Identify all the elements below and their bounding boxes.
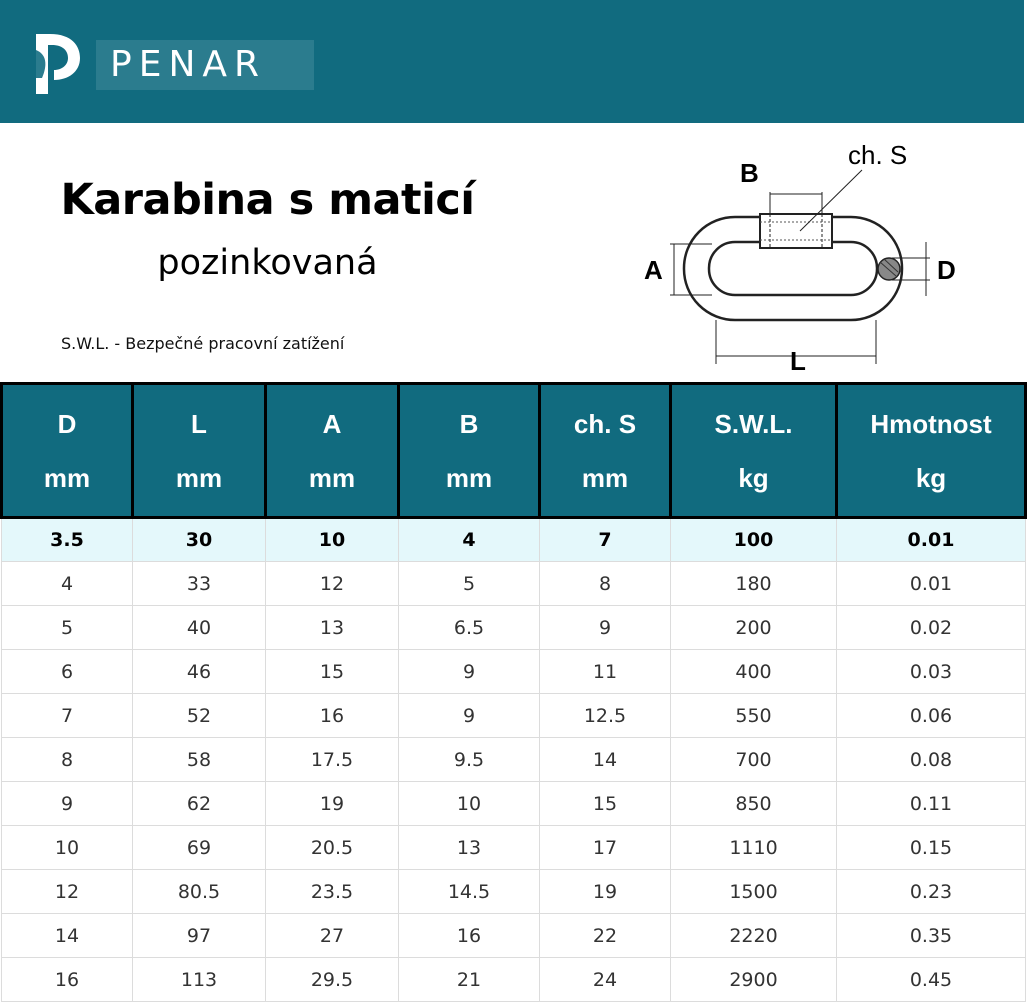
column-header-b: B mm xyxy=(399,384,540,518)
table-cell: 58 xyxy=(133,738,266,782)
label-b: B xyxy=(740,158,759,188)
table-cell: 19 xyxy=(266,782,399,826)
table-row xyxy=(2,738,1026,782)
column-header-l: L mm xyxy=(133,384,266,518)
table-row xyxy=(2,606,1026,650)
table-cell: 12 xyxy=(2,870,133,914)
carabiner-diagram xyxy=(630,130,956,380)
table-cell: 4 xyxy=(399,518,540,562)
table-cell: 17.5 xyxy=(266,738,399,782)
penar-logo-icon xyxy=(32,30,82,98)
table-cell: 23.5 xyxy=(266,870,399,914)
table-cell: 29.5 xyxy=(266,958,399,1002)
table-cell: 80.5 xyxy=(133,870,266,914)
table-cell: 700 xyxy=(671,738,837,782)
label-d: D xyxy=(937,255,956,285)
table-cell: 0.06 xyxy=(837,694,1026,738)
table-cell: 16 xyxy=(2,958,133,1002)
table-cell: 400 xyxy=(671,650,837,694)
table-cell: 10 xyxy=(2,826,133,870)
table-cell: 8 xyxy=(2,738,133,782)
table-cell: 100 xyxy=(671,518,837,562)
table-cell: 40 xyxy=(133,606,266,650)
table-cell: 0.23 xyxy=(837,870,1026,914)
table-cell: 14.5 xyxy=(399,870,540,914)
table-cell: 13 xyxy=(266,606,399,650)
table-cell: 13 xyxy=(399,826,540,870)
table-row xyxy=(2,914,1026,958)
swl-note: S.W.L. - Bezpečné pracovní zatížení xyxy=(61,334,345,353)
table-cell: 550 xyxy=(671,694,837,738)
table-row xyxy=(2,782,1026,826)
table-cell: 15 xyxy=(266,650,399,694)
table-row xyxy=(2,870,1026,914)
table-cell: 46 xyxy=(133,650,266,694)
table-row xyxy=(2,694,1026,738)
table-cell: 6.5 xyxy=(399,606,540,650)
table-cell: 2220 xyxy=(671,914,837,958)
table-row xyxy=(2,650,1026,694)
table-cell: 16 xyxy=(266,694,399,738)
table-cell: 9 xyxy=(540,606,671,650)
table-cell: 30 xyxy=(133,518,266,562)
column-header-d: D mm xyxy=(2,384,133,518)
table-cell: 0.02 xyxy=(837,606,1026,650)
table-cell: 113 xyxy=(133,958,266,1002)
table-cell: 9 xyxy=(399,694,540,738)
table-cell: 21 xyxy=(399,958,540,1002)
column-header-a: A mm xyxy=(266,384,399,518)
table-cell: 0.08 xyxy=(837,738,1026,782)
label-chs: ch. S xyxy=(848,140,908,170)
table-cell: 6 xyxy=(2,650,133,694)
spec-table xyxy=(0,382,1027,1002)
table-cell: 5 xyxy=(399,562,540,606)
table-header-row xyxy=(2,384,1026,518)
table-cell: 0.01 xyxy=(837,518,1026,562)
link-inner xyxy=(709,242,877,295)
table-cell: 20.5 xyxy=(266,826,399,870)
table-cell: 24 xyxy=(540,958,671,1002)
table-cell: 7 xyxy=(540,518,671,562)
table-cell: 5 xyxy=(2,606,133,650)
table-cell: 1110 xyxy=(671,826,837,870)
table-cell: 0.01 xyxy=(837,562,1026,606)
table-row xyxy=(2,562,1026,606)
table-cell: 0.45 xyxy=(837,958,1026,1002)
table-cell: 850 xyxy=(671,782,837,826)
table-cell: 1500 xyxy=(671,870,837,914)
table-cell: 33 xyxy=(133,562,266,606)
table-cell: 200 xyxy=(671,606,837,650)
brand-name: PENAR xyxy=(110,44,267,85)
table-cell: 62 xyxy=(133,782,266,826)
table-cell: 11 xyxy=(540,650,671,694)
table-cell: 17 xyxy=(540,826,671,870)
table-row xyxy=(2,958,1026,1002)
column-header-swl: S.W.L. kg xyxy=(671,384,837,518)
table-body xyxy=(2,518,1026,1002)
table-cell: 27 xyxy=(266,914,399,958)
table-cell: 4 xyxy=(2,562,133,606)
label-l: L xyxy=(790,346,806,376)
table-cell: 10 xyxy=(266,518,399,562)
table-cell: 9 xyxy=(399,650,540,694)
table-cell: 7 xyxy=(2,694,133,738)
table-cell: 97 xyxy=(133,914,266,958)
table-cell: 12.5 xyxy=(540,694,671,738)
table-cell: 22 xyxy=(540,914,671,958)
table-cell: 0.03 xyxy=(837,650,1026,694)
table-cell: 0.11 xyxy=(837,782,1026,826)
table-cell: 9.5 xyxy=(399,738,540,782)
brand-box xyxy=(96,40,314,90)
nut-sleeve xyxy=(760,214,832,248)
table-cell: 19 xyxy=(540,870,671,914)
header-banner xyxy=(0,0,1024,123)
table-cell: 14 xyxy=(540,738,671,782)
table-cell: 10 xyxy=(399,782,540,826)
table-row xyxy=(2,518,1026,562)
column-header-chs: ch. S mm xyxy=(540,384,671,518)
wire-section xyxy=(878,258,900,280)
table-cell: 0.15 xyxy=(837,826,1026,870)
table-cell: 2900 xyxy=(671,958,837,1002)
table-cell: 8 xyxy=(540,562,671,606)
table-cell: 69 xyxy=(133,826,266,870)
table-cell: 3.5 xyxy=(2,518,133,562)
table-cell: 9 xyxy=(2,782,133,826)
page-title: Karabina s maticí xyxy=(60,175,475,225)
table-cell: 16 xyxy=(399,914,540,958)
label-a: A xyxy=(644,255,663,285)
table-cell: 12 xyxy=(266,562,399,606)
table-cell: 15 xyxy=(540,782,671,826)
table-cell: 14 xyxy=(2,914,133,958)
page-subtitle: pozinkovaná xyxy=(157,243,378,283)
column-header-hmotnost: Hmotnost kg xyxy=(837,384,1026,518)
table-cell: 52 xyxy=(133,694,266,738)
table-cell: 0.35 xyxy=(837,914,1026,958)
table-row xyxy=(2,826,1026,870)
table-cell: 180 xyxy=(671,562,837,606)
